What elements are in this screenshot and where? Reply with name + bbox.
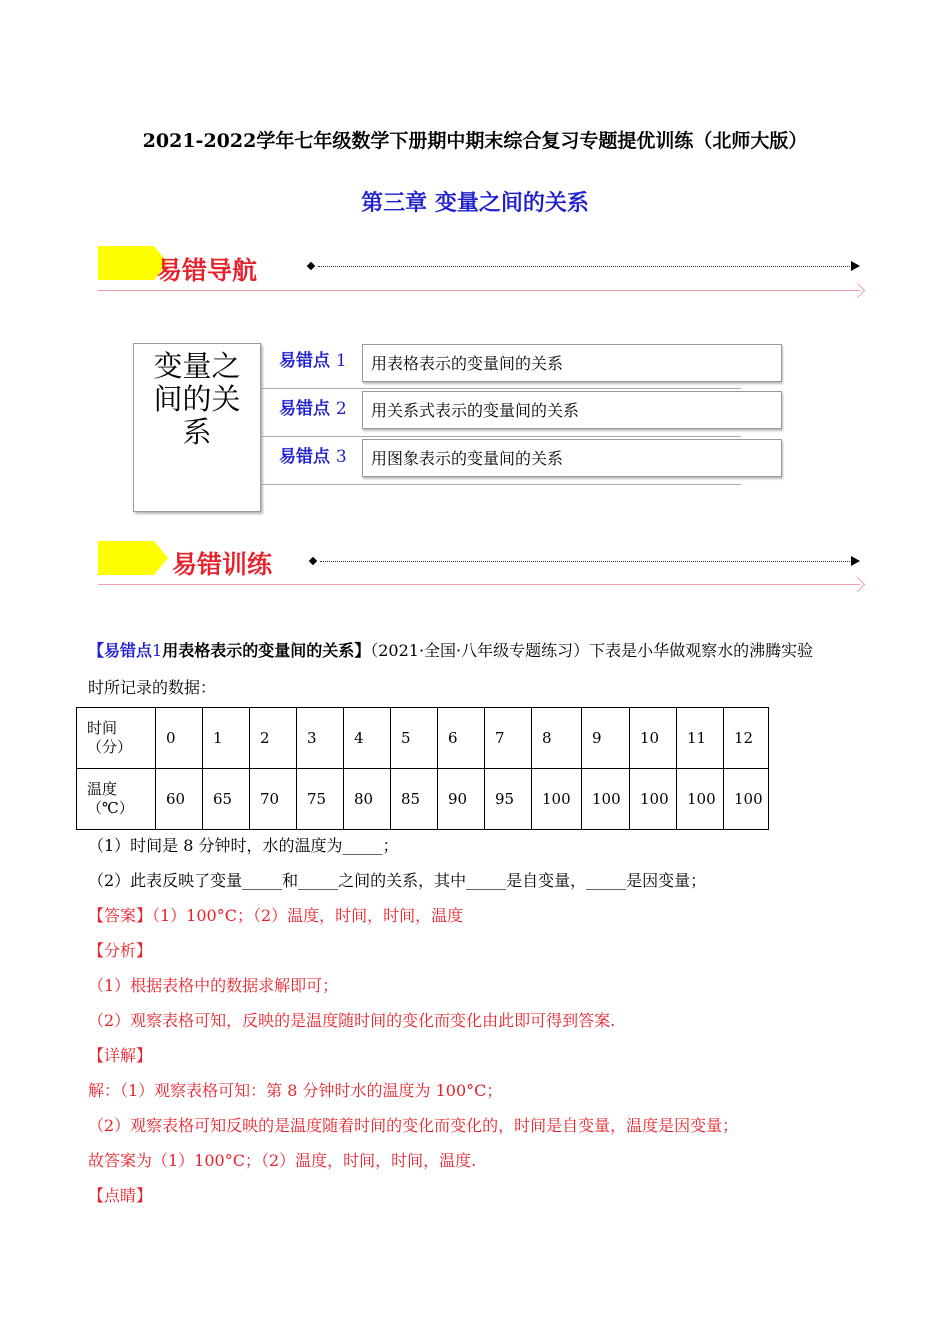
table-cell: 3	[297, 708, 344, 769]
table-cell: 100	[532, 769, 582, 830]
row-header: 时间 （分）	[77, 708, 156, 769]
table-cell: 100	[630, 769, 677, 830]
document-title: 2021-2022学年七年级数学下册期中期末综合复习专题提优训练（北师大版）	[142, 130, 808, 152]
question-2: （2）此表反映了变量_____和_____之间的关系，其中_____是自变量，_____是因变量；	[88, 871, 707, 890]
analysis-2: （2）观察表格可知，反映的是温度随时间的变化而变化由此即可得到答案.	[88, 1011, 616, 1030]
table-cell: 85	[391, 769, 438, 830]
table-cell: 90	[438, 769, 485, 830]
analysis-1: （1）根据表格中的数据求解即可；	[88, 976, 339, 995]
banner-flag-icon	[98, 541, 168, 575]
table-cell: 9	[582, 708, 630, 769]
dotted-rule	[318, 266, 850, 267]
table-cell: 1	[203, 708, 250, 769]
detail-tag: 【详解】	[88, 1046, 153, 1065]
pink-underline	[98, 290, 860, 291]
table-cell: 70	[250, 769, 297, 830]
table-cell: 6	[438, 708, 485, 769]
error-point-box-3: 用图象表示的变量间的关系	[362, 439, 782, 477]
table-cell: 100	[677, 769, 724, 830]
table-cell: 8	[532, 708, 582, 769]
problem-intro-line1: 【易错点1用表格表示的变量间的关系】（2021·全国·八年级专题练习）下表是小华做观察水的沸腾实验	[88, 641, 814, 660]
detail-2: （2）观察表格可知反映的是温度随着时间的变化而变化的，时间是自变量，温度是因变量；	[88, 1116, 739, 1135]
table-cell: 10	[630, 708, 677, 769]
pink-arrow-icon	[850, 577, 866, 593]
branch-line	[261, 388, 741, 389]
arrow-tip-icon	[851, 556, 860, 566]
table-cell: 75	[297, 769, 344, 830]
table-cell: 95	[485, 769, 532, 830]
analysis-tag: 【分析】	[88, 941, 153, 960]
detail-1: 解：（1）观察表格可知：第 8 分钟时水的温度为 100°C；	[88, 1081, 503, 1100]
table-cell: 12	[724, 708, 769, 769]
arrow-tip-icon	[851, 261, 860, 271]
chapter-title: 第三章 变量之间的关系	[361, 190, 589, 216]
error-point-box-1: 用表格表示的变量间的关系	[362, 344, 782, 382]
comment-tag: 【点睛】	[88, 1186, 153, 1205]
table-cell: 5	[391, 708, 438, 769]
pink-arrow-icon	[850, 283, 866, 299]
problem-intro-line2: 时所记录的数据：	[88, 678, 217, 697]
data-table	[76, 707, 769, 830]
table-row	[77, 769, 769, 830]
error-point-label-1: 易错点 1	[279, 351, 347, 371]
error-point-label-3: 易错点 3	[279, 447, 347, 467]
row-header: 温度 （℃）	[77, 769, 156, 830]
table-cell: 80	[344, 769, 391, 830]
concept-box	[133, 343, 261, 512]
detail-3: 故答案为（1）100°C；（2）温度，时间，时间，温度.	[88, 1151, 477, 1170]
branch-line	[261, 436, 741, 437]
question-1: （1）时间是 8 分钟时，水的温度为_____；	[88, 836, 399, 855]
branch-line	[261, 484, 741, 485]
error-point-label-2: 易错点 2	[279, 399, 347, 419]
table-cell: 100	[582, 769, 630, 830]
error-point-box-2: 用关系式表示的变量间的关系	[362, 391, 782, 429]
table-cell: 7	[485, 708, 532, 769]
answer: 【答案】（1）100°C；（2）温度，时间，时间，温度	[88, 906, 464, 925]
train-heading: 易错训练	[172, 550, 273, 579]
table-cell: 11	[677, 708, 724, 769]
dotted-rule	[320, 561, 850, 562]
nav-heading: 易错导航	[157, 256, 258, 285]
table-cell: 60	[156, 769, 203, 830]
table-cell: 4	[344, 708, 391, 769]
table-cell: 2	[250, 708, 297, 769]
concept-center-text: 变量之 间的关 系	[153, 349, 241, 449]
diamond-bullet-icon	[307, 262, 315, 270]
table-cell: 65	[203, 769, 250, 830]
diamond-bullet-icon	[309, 557, 317, 565]
pink-underline	[98, 584, 860, 585]
table-cell: 0	[156, 708, 203, 769]
table-cell: 100	[724, 769, 769, 830]
table-row	[77, 708, 769, 769]
